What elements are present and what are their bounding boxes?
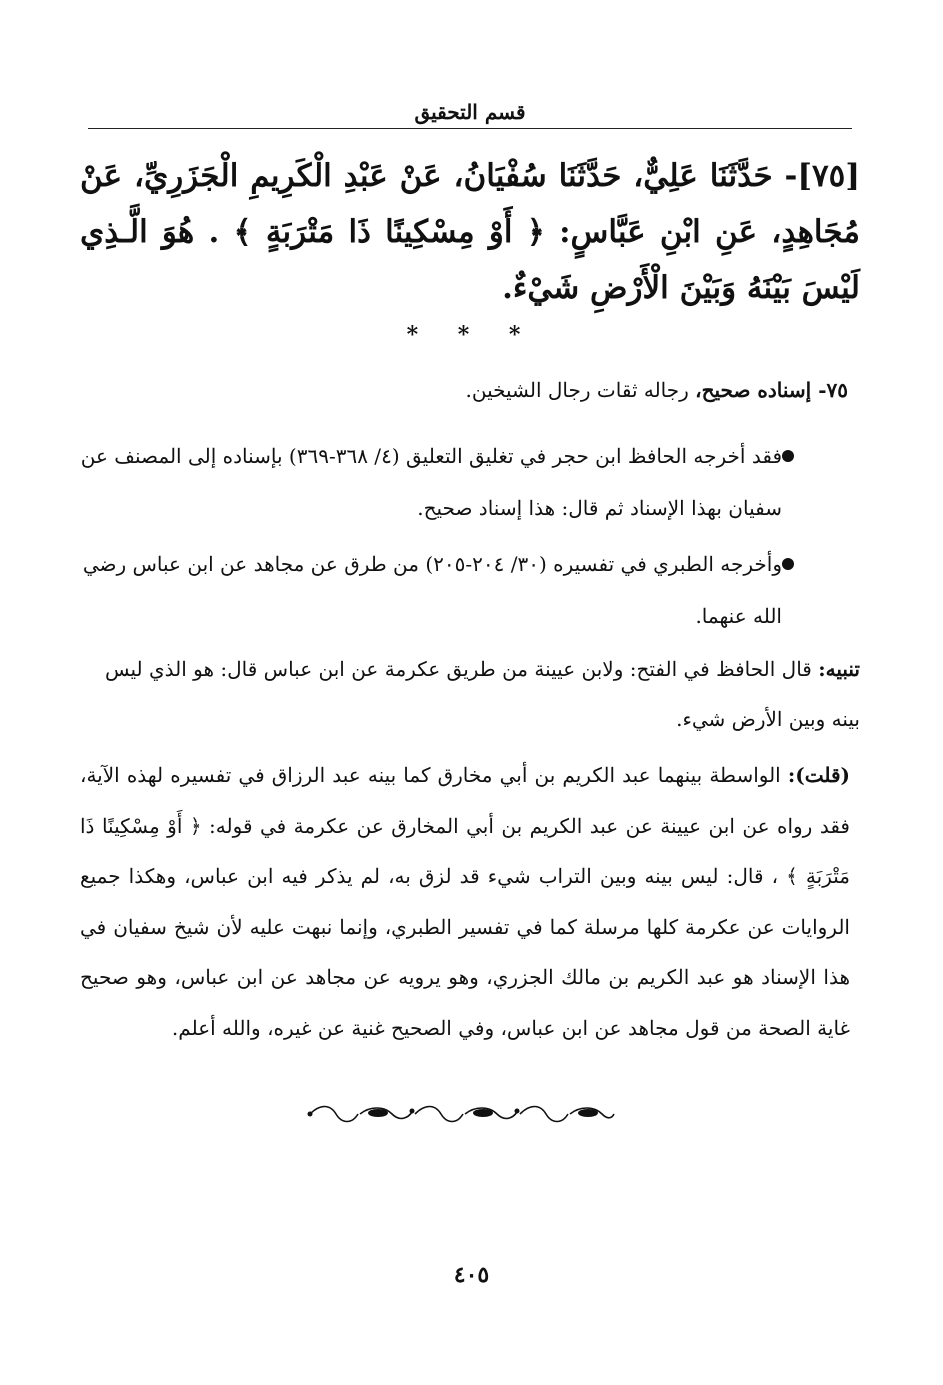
- note-text: قال الحافظ في الفتح: ولابن عيينة من طريق عكرمة عن ابن عباس قال: هو الذي ليس بينه وبين الأرض شيء.: [105, 657, 860, 731]
- grading-text: رجاله ثقات رجال الشيخين.: [465, 378, 689, 402]
- comment-label: (قلت):: [787, 763, 851, 787]
- hadith-block: [80, 148, 860, 316]
- page-number: ٤٠٥: [453, 1262, 490, 1288]
- ornament-divider: [300, 1096, 620, 1132]
- running-title: قسم التحقيق: [414, 100, 526, 124]
- comment-text: الواسطة بينهما عبد الكريم بن أبي مخارق كما بينه عبد الرزاق في تفسيره لهذه الآية، فقد رواه عن ابن عيينة عن عبد الكريم بن أبي المخارق عن عكرمة في قوله: ﴿ أَوْ مِسْكِينًا ذَا مَتْرَبَةٍ ﴾ ، قال: ليس بينه وبين التراب شيء قد لزق به، لم يذكر فيه ابن عباس، وهكذا جميع الروايات عن عكرمة كلها مرسلة كما في تفسير الطبري، وإنما نبهت عليه لأن شيخ سفيان في هذا الإسناد هو عبد الكريم بن مالك الجزري، وهو يرويه عن مجاهد عن ابن عباس، وهو صحيح غاية الصحة من قول مجاهد عن ابن عباس، وفي الصحيح غنية عن غيره، والله أعلم.: [80, 763, 850, 1040]
- note-paragraph: [80, 644, 860, 744]
- bullet-icon: [782, 450, 794, 462]
- takhrij-item: [80, 430, 860, 534]
- section-separator: * * *: [406, 322, 537, 348]
- grading-label: ٧٥- إسناده صحيح،: [695, 378, 848, 402]
- hadith-number: [٧٥]-: [784, 158, 860, 194]
- takhrij-text: فقد أخرجه الحافظ ابن حجر في تغليق التعليق (٤/ ٣٦٨-٣٦٩) بإسناده إلى المصنف عن سفيان بهذا الإسناد ثم قال: هذا إسناد صحيح.: [80, 444, 782, 520]
- bullet-icon: [782, 558, 794, 570]
- takhrij-list: [80, 430, 860, 646]
- takhrij-item: [80, 538, 860, 642]
- editor-comment: [80, 750, 850, 1053]
- header-rule: [88, 128, 852, 129]
- grading-line: [88, 372, 848, 408]
- hadith-text: حَدَّثَنَا عَلِيٌّ، حَدَّثَنَا سُفْيَانُ، عَنْ عَبْدِ الْكَرِيمِ الْجَزَرِيِّ، عَنْ مُجَاهِدٍ، عَنِ ابْنِ عَبَّاسٍ: ﴿ أَوْ مِسْكِينًا ذَا مَتْرَبَةٍ ﴾ . هُوَ الَّـذِي لَيْسَ بَيْنَهُ وَبَيْنَ الْأَرْضِ شَيْءٌ.: [80, 158, 860, 306]
- takhrij-text: وأخرجه الطبري في تفسيره (٣٠/ ٢٠٤-٢٠٥) من طرق عن مجاهد عن ابن عباس رضي الله عنهما.: [82, 552, 782, 628]
- note-label: تنبيه:: [818, 657, 860, 681]
